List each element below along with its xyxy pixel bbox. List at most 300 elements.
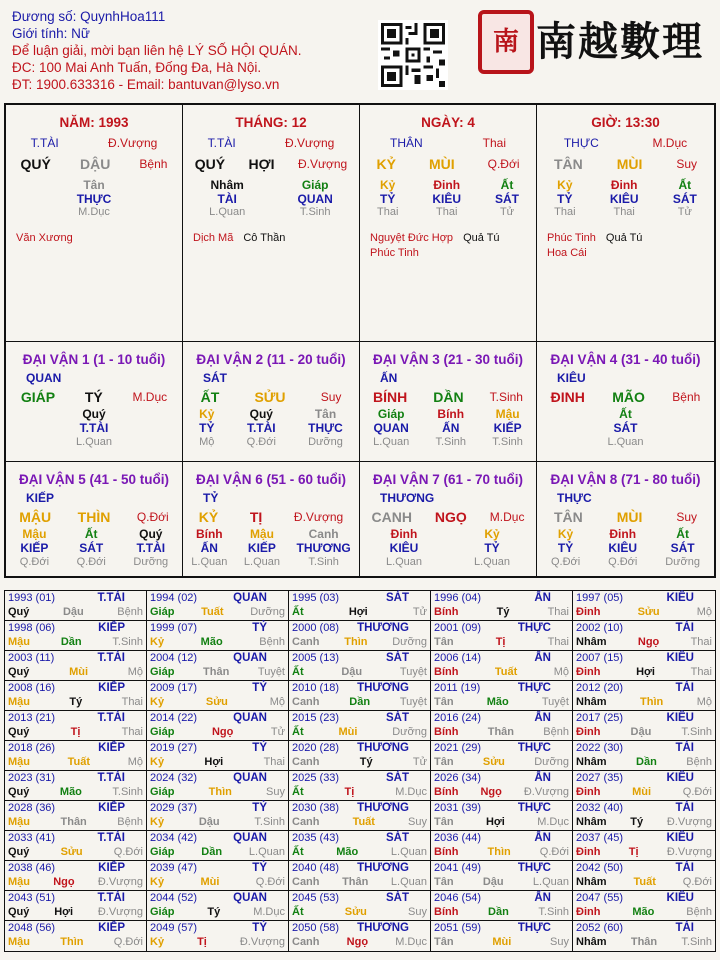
year-label: 2051 (59) — [434, 922, 482, 934]
year-cell — [431, 651, 573, 681]
hidden-stage: L.Quan — [243, 556, 280, 568]
year-bottom — [576, 725, 712, 739]
stage-label: Dưỡng — [392, 636, 427, 648]
ten-god-label: KIÊU — [666, 772, 694, 784]
year-label: 2007 (15) — [576, 652, 624, 664]
earthly-branch: Ngọ — [53, 876, 75, 888]
hidden-ten-god: TỶ — [557, 541, 574, 555]
year-label: 2005 (13) — [292, 652, 340, 664]
ten-god-label: THƯƠNG — [357, 682, 409, 694]
hidden-ten-god: KIÊU — [608, 541, 638, 555]
year-bottom — [292, 755, 427, 769]
year-top — [150, 832, 285, 845]
gender: Giới tính: Nữ — [12, 26, 90, 41]
year-top — [576, 712, 712, 725]
earthly-branch: Mão — [336, 846, 359, 858]
year-cell — [289, 771, 431, 801]
year-bottom — [434, 845, 569, 859]
stage-label: Đ.Vượng — [666, 846, 712, 858]
year-bottom — [292, 605, 427, 619]
heavenly-stem: GIÁP — [20, 389, 56, 405]
ten-god-label: QUAN — [233, 592, 267, 604]
year-bottom — [8, 845, 143, 859]
heavenly-stem: Canh — [292, 696, 320, 708]
ten-god-label: KIÊU — [666, 892, 694, 904]
ten-god-label: KIẾP — [98, 742, 125, 754]
special-stars — [16, 231, 83, 246]
year-label: 2052 (60) — [576, 922, 624, 934]
client-name: Đương số: QuynhHoa111 — [12, 9, 166, 24]
earthly-branch: Tý — [496, 606, 510, 618]
year-cell — [289, 891, 431, 921]
pillar-main-row — [6, 156, 182, 172]
year-top — [576, 742, 712, 755]
year-cell — [573, 741, 715, 771]
special-star: Phúc Tinh — [370, 247, 419, 259]
earthly-branch: Hợi — [485, 816, 505, 828]
ten-god-label: QUAN — [233, 892, 267, 904]
year-label: 2045 (53) — [292, 892, 340, 904]
hidden-stem — [244, 527, 280, 569]
star-line — [16, 231, 83, 246]
hidden-stems — [360, 178, 536, 218]
hidden-stage: L.Quan — [191, 556, 228, 568]
year-top — [150, 922, 285, 935]
hidden-stem-name: Giáp — [377, 407, 405, 421]
stage-label: Suy — [550, 936, 569, 948]
earthly-branch: MÃO — [612, 389, 645, 405]
earthly-branch: THÌN — [77, 509, 111, 525]
hidden-stage: Q.Đới — [550, 556, 581, 568]
year-top — [8, 772, 143, 785]
earthly-branch: Thân — [630, 936, 658, 948]
earthly-branch: TÝ — [84, 389, 103, 405]
year-bottom — [150, 665, 285, 679]
hidden-ten-god: TỶ — [557, 192, 573, 206]
earthly-branch: Ngọ — [637, 636, 660, 648]
year-cell — [147, 621, 289, 651]
chart-grid — [4, 103, 716, 578]
year-label: 2037 (45) — [576, 832, 624, 844]
earthly-branch: Hợi — [204, 756, 224, 768]
phone-email-line: ĐT: 1900.633316 - Email: bantuvan@lyso.vn — [12, 77, 280, 92]
year-bottom — [150, 635, 285, 649]
hidden-stem — [607, 407, 643, 449]
hidden-stem — [610, 178, 639, 218]
hidden-stems — [360, 407, 536, 449]
year-bottom — [150, 725, 285, 739]
year-label: 1995 (03) — [292, 592, 340, 604]
year-top — [292, 862, 427, 875]
year-label: 2018 (26) — [8, 742, 56, 754]
stage-label: Suy — [408, 816, 427, 828]
year-cell — [147, 681, 289, 711]
hidden-stem — [247, 407, 276, 449]
earthly-branch: Thân — [487, 726, 515, 738]
hidden-stem — [77, 527, 106, 569]
stage-label: T.Sinh — [112, 786, 143, 798]
stage-label: T.Sinh — [112, 636, 143, 648]
year-cell — [289, 861, 431, 891]
year-bottom — [8, 755, 143, 769]
year-label: 2036 (44) — [434, 832, 482, 844]
ten-god-label: T.TÀI — [97, 712, 125, 724]
hidden-stem-name: Đinh — [390, 527, 418, 541]
year-label: 2000 (08) — [292, 622, 340, 634]
year-label: 2015 (23) — [292, 712, 340, 724]
hidden-ten-god: KIÊU — [432, 192, 462, 206]
stage-label: Bệnh — [259, 636, 285, 648]
dai-van-main — [537, 389, 714, 405]
hidden-stage: T.Sinh — [492, 436, 523, 448]
year-top — [576, 682, 712, 695]
year-label: 2006 (14) — [434, 652, 482, 664]
year-top — [150, 622, 285, 635]
year-label: 2028 (36) — [8, 802, 56, 814]
ten-god-label: THƯƠNG — [357, 742, 409, 754]
year-bottom — [8, 905, 143, 919]
earthly-branch: Mùi — [632, 786, 652, 798]
hidden-stem — [308, 407, 343, 449]
hidden-stem — [373, 407, 409, 449]
dai-van-cell — [183, 462, 360, 576]
ten-god-label: KIẾP — [98, 862, 125, 874]
hidden-stem — [76, 407, 112, 449]
hidden-stem-name: Kỷ — [557, 178, 573, 192]
hidden-stem-name: Mậu — [22, 527, 47, 541]
hidden-ten-god: SÁT — [613, 421, 638, 435]
year-top — [150, 742, 285, 755]
year-cell — [5, 801, 147, 831]
heavenly-stem: Đinh — [576, 666, 601, 678]
stage-label: M.Dục — [395, 786, 427, 798]
year-cell — [5, 891, 147, 921]
hidden-ten-god: TÀI — [217, 192, 237, 206]
year-cell — [289, 711, 431, 741]
stage-label: T.Sinh — [538, 906, 569, 918]
branch-stage: T.Sinh — [489, 390, 523, 404]
heavenly-stem: Quý — [8, 666, 30, 678]
year-cell — [573, 891, 715, 921]
year-cell — [573, 711, 715, 741]
hidden-stage: Thai — [435, 206, 458, 218]
year-bottom — [434, 695, 569, 709]
hidden-ten-god: TỶ — [380, 192, 396, 206]
year-cell — [147, 921, 289, 951]
heavenly-stem: Kỷ — [150, 756, 165, 768]
heavenly-stem: TÂN — [553, 156, 583, 172]
year-label: 2046 (54) — [434, 892, 482, 904]
earthly-branch: Dần — [201, 846, 223, 858]
branch-stage: Q.Đới — [487, 157, 520, 171]
year-cell — [5, 591, 147, 621]
hidden-stems — [6, 407, 182, 449]
stage-label: Q.Đới — [255, 876, 285, 888]
ten-god-label: THÂN — [389, 136, 423, 150]
ten-god-label: SÁT — [386, 592, 409, 604]
year-cell — [431, 831, 573, 861]
stage-label: Suy — [408, 906, 427, 918]
pillar-title: THÁNG: 12 — [235, 115, 307, 130]
year-label: 2041 (49) — [434, 862, 482, 874]
year-cell — [147, 741, 289, 771]
hidden-stage: Tử — [677, 206, 692, 218]
year-top — [150, 712, 285, 725]
year-top — [292, 742, 427, 755]
heavenly-stem: KỶ — [376, 156, 396, 172]
heavenly-stem: Mậu — [8, 696, 30, 708]
year-cell — [573, 681, 715, 711]
year-top — [8, 712, 143, 725]
year-cell — [147, 771, 289, 801]
earthly-branch: Ngọ — [480, 786, 502, 798]
dai-van-ten-god: THỰC — [557, 491, 592, 505]
heavenly-stem: Ất — [292, 726, 304, 738]
year-label: 1998 (06) — [8, 622, 56, 634]
hidden-stem — [435, 407, 466, 449]
year-bottom — [8, 785, 143, 799]
year-label: 2039 (47) — [150, 862, 198, 874]
hidden-stems — [537, 178, 714, 218]
qr-code-icon — [378, 20, 448, 90]
year-label: 2010 (18) — [292, 682, 340, 694]
year-cell — [431, 921, 573, 951]
year-bottom — [8, 875, 143, 889]
hidden-ten-god: KIẾP — [20, 541, 49, 555]
year-bottom — [434, 935, 569, 949]
hidden-stage: Mộ — [199, 436, 215, 448]
earthly-branch: TỊ — [249, 509, 263, 525]
hidden-stem — [495, 178, 519, 218]
earthly-branch: Tuất — [201, 606, 224, 618]
stage-label: Q.Đới — [539, 846, 569, 858]
year-top — [150, 772, 285, 785]
hidden-stem — [133, 527, 168, 569]
hidden-stem — [432, 178, 461, 218]
year-cell — [573, 651, 715, 681]
earthly-branch: Tuất — [633, 876, 656, 888]
heavenly-stem: BÍNH — [373, 389, 408, 405]
stage-label: Thai — [121, 696, 143, 708]
year-cell — [5, 921, 147, 951]
hidden-stem-name: Kỷ — [199, 407, 215, 421]
heavenly-stem: TÂN — [553, 509, 583, 525]
hidden-stems — [537, 407, 714, 449]
year-label: 2042 (50) — [576, 862, 624, 874]
dai-van-ten-god: TỶ — [203, 491, 219, 505]
hidden-ten-god: QUAN — [297, 192, 333, 206]
hidden-stage: Q.Đới — [19, 556, 50, 568]
earthly-branch: Mùi — [69, 666, 89, 678]
earthly-branch: DẬU — [79, 156, 111, 172]
hidden-ten-god: SÁT — [672, 192, 697, 206]
hidden-stage: L.Quan — [209, 206, 246, 218]
year-label: 2043 (51) — [8, 892, 56, 904]
year-cell — [289, 831, 431, 861]
year-cell — [5, 711, 147, 741]
ten-god-label: KIẾP — [98, 682, 125, 694]
year-cell — [147, 591, 289, 621]
year-bottom — [434, 815, 569, 829]
star-line — [193, 231, 285, 246]
year-top — [292, 772, 427, 785]
earthly-branch: Dậu — [630, 726, 652, 738]
hidden-ten-god: KIẾP — [247, 541, 276, 555]
dai-van-main — [183, 389, 359, 405]
year-top — [150, 592, 285, 605]
heavenly-stem: Kỷ — [150, 696, 165, 708]
earthly-branch: Sửu — [60, 846, 83, 858]
ten-god-label: THỰC — [517, 922, 551, 934]
year-label: 2012 (20) — [576, 682, 624, 694]
heavenly-stem: Nhâm — [576, 636, 607, 648]
hidden-stage: Thai — [613, 206, 635, 218]
heavenly-stem: Đinh — [576, 906, 601, 918]
stage-label: Dưỡng — [392, 726, 427, 738]
dai-van-title: ĐẠI VẬN 3 (21 - 30 tuổi) — [372, 352, 524, 367]
hidden-stem-name: Đinh — [610, 178, 638, 192]
pillar-main-row — [360, 156, 536, 172]
year-bottom — [150, 845, 285, 859]
year-top — [434, 622, 569, 635]
heavenly-stem: Giáp — [150, 906, 175, 918]
dai-van-title: ĐẠI VẬN 7 (61 - 70 tuổi) — [372, 472, 524, 487]
earthly-branch: Dần — [636, 756, 657, 768]
year-cell — [5, 741, 147, 771]
heavenly-stem: Mậu — [8, 756, 30, 768]
ten-god-label: THỰC — [517, 862, 551, 874]
ten-god-label: TỶ — [252, 862, 267, 874]
year-top — [292, 922, 427, 935]
ten-god-label: ẤN — [534, 832, 551, 844]
year-bottom — [150, 755, 285, 769]
earthly-branch: Mùi — [200, 876, 220, 888]
year-cell — [5, 651, 147, 681]
year-top — [8, 862, 143, 875]
year-label: 2048 (56) — [8, 922, 56, 934]
ten-god-label: THƯƠNG — [357, 922, 409, 934]
year-top — [576, 772, 712, 785]
dai-van-cell — [537, 462, 714, 576]
earthly-branch: Hợi — [636, 666, 655, 678]
year-cell — [5, 681, 147, 711]
year-top — [150, 652, 285, 665]
hidden-ten-god: T.TÀI — [136, 541, 166, 555]
year-bottom — [576, 605, 712, 619]
stage-label: Dưỡng — [534, 756, 569, 768]
stage-label: Tuyệt — [257, 666, 285, 678]
ten-god-label: THỰC — [517, 622, 551, 634]
dai-van-main — [537, 509, 714, 525]
stage-label: Tuyệt — [399, 696, 427, 708]
hidden-stem — [377, 178, 398, 218]
year-cell — [147, 861, 289, 891]
year-cell — [147, 891, 289, 921]
dai-van-ten-god: THƯƠNG — [380, 491, 435, 505]
dai-van-cell — [183, 342, 360, 462]
year-label: 1996 (04) — [434, 592, 482, 604]
year-bottom — [434, 785, 569, 799]
dai-van-ten-god: QUAN — [26, 371, 62, 385]
dai-van-ten-god: SÁT — [203, 371, 227, 385]
year-bottom — [576, 665, 712, 679]
stage-label: Tử — [412, 756, 427, 768]
pillar-main-row — [183, 156, 359, 172]
year-label: 2049 (57) — [150, 922, 198, 934]
hidden-ten-god: SÁT — [670, 541, 695, 555]
earthly-branch: Thìn — [60, 936, 84, 948]
year-bottom — [576, 785, 712, 799]
heavenly-stem: Quý — [8, 846, 30, 858]
brand-logo: 南越數理 — [536, 18, 704, 65]
heavenly-stem: Bính — [434, 906, 459, 918]
ten-god-label: THỰC — [517, 682, 551, 694]
year-label: 2044 (52) — [150, 892, 198, 904]
earthly-branch: Tuất — [67, 756, 91, 768]
ten-god-label: SÁT — [386, 712, 409, 724]
stage-label: Tuyệt — [399, 666, 427, 678]
earthly-branch: Tị — [628, 846, 639, 858]
year-label: 2001 (09) — [434, 622, 482, 634]
branch-stage: Bệnh — [672, 390, 701, 404]
hidden-ten-god: THƯƠNG — [296, 541, 351, 555]
special-star: Hoa Cái — [547, 247, 587, 259]
hidden-stage: Tử — [499, 206, 515, 218]
year-bottom — [8, 725, 143, 739]
year-label: 2022 (30) — [576, 742, 624, 754]
earthly-branch: MÙI — [616, 509, 643, 525]
year-bottom — [576, 695, 712, 709]
year-top — [8, 892, 143, 905]
hidden-ten-god: KIÊU — [389, 541, 419, 555]
pillar-title: NĂM: 1993 — [59, 115, 129, 130]
year-cell — [431, 801, 573, 831]
ten-god-label: T.TÀI — [97, 892, 125, 904]
year-top — [8, 832, 143, 845]
year-cell — [573, 621, 715, 651]
year-bottom — [292, 695, 427, 709]
hidden-stem-name: Ất — [500, 178, 514, 192]
hidden-stem-name: Quý — [139, 527, 163, 541]
dai-van-cell — [537, 342, 714, 462]
hidden-stem-name: Nhâm — [210, 178, 244, 192]
year-label: 2009 (17) — [150, 682, 198, 694]
special-star: Quả Tú — [605, 232, 643, 244]
heavenly-stem: Mậu — [8, 636, 30, 648]
year-label: 2021 (29) — [434, 742, 482, 754]
year-cell — [289, 591, 431, 621]
heavenly-stem: Quý — [8, 786, 30, 798]
heavenly-stem: QUÝ — [20, 156, 51, 172]
heavenly-stem: Quý — [8, 906, 30, 918]
hidden-stems — [183, 178, 359, 218]
ten-god-label: T.TÀI — [97, 832, 125, 844]
pillar-star-row — [537, 136, 714, 150]
hidden-stem — [77, 178, 112, 218]
stage-label: Mộ — [553, 666, 569, 678]
stage-label: Dưỡng — [250, 606, 285, 618]
hidden-stem-name: Canh — [308, 527, 339, 541]
year-label: 2004 (12) — [150, 652, 198, 664]
heavenly-stem: Tân — [434, 636, 454, 648]
year-bottom — [576, 755, 712, 769]
year-cell — [431, 591, 573, 621]
heavenly-stem: Quý — [8, 726, 30, 738]
special-stars — [547, 231, 642, 261]
year-label: 2034 (42) — [150, 832, 198, 844]
earthly-branch: Tuất — [494, 666, 518, 678]
earthly-branch: Dần — [488, 906, 509, 918]
